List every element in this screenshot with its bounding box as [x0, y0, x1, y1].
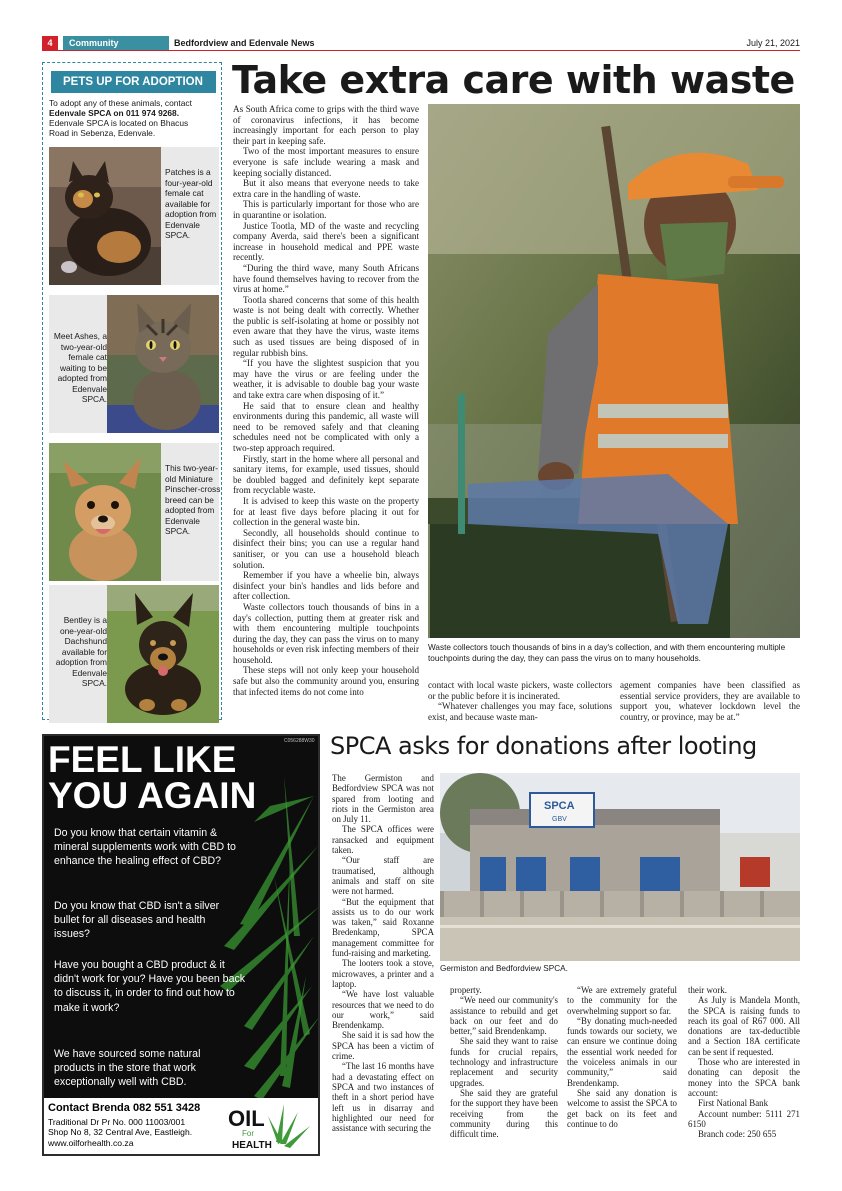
paragraph: The Germiston and Bedfordview SPCA was not spared from looting and riots in the Germiston area on July 11. — [332, 773, 434, 825]
paragraph: As July is Mandela Month, the SPCA is raising funds to reach its goal of R67 000. All donations are tax-deductible and a Section 18A certificate can be sent if requested. — [688, 995, 800, 1057]
paragraph: “During the third wave, many South Africans have found themselves having to recover from the virus at home.” — [233, 262, 419, 295]
ad-paragraph: We have sourced some natural products in the store that work exceptionally well with CBD. — [54, 1048, 201, 1089]
story1-column-2 — [428, 680, 612, 722]
paragraph: “But the equipment that assists us to do our work was taken,” said Roxanne Bredenkamp, SPCA management committee for fund-raising and marketing. — [332, 896, 434, 959]
spca-building-photo — [440, 773, 800, 961]
paragraph: Waste collectors touch thousands of bins in a day's collection, putting them at greater risk and with them encountering multiple touchpoints during the day, they can pass the virus on to many households or even risk infecting members of their household. — [233, 601, 419, 665]
logo-word: For — [242, 1129, 254, 1138]
pet-card-bentley — [49, 585, 219, 723]
paragraph: “The last 16 months have had a devastating effect on SPCA and two instances of theft in a short period have left us in disarray and highlighted our need for assistance with securing the — [332, 1061, 434, 1134]
paragraph: their work. — [688, 985, 727, 995]
publication-name: Bedfordview and Edenvale News — [174, 38, 315, 48]
story2-column-4 — [688, 985, 800, 1139]
waste-collector-photo — [428, 104, 800, 638]
story2-column-2 — [450, 985, 558, 1139]
paragraph: She said it is sad how the SPCA has been a victim of crime. — [332, 1030, 434, 1062]
paragraph: “Whatever challenges you may face, solutions exist, and because waste man- — [428, 701, 612, 722]
paragraph: Two of the most important measures to ensure everyone is safe include wearing a mask and keeping socially distanced. — [233, 146, 419, 178]
paragraph: “We have lost valuable resources that we need to do our work,” said Brendenkamp. — [332, 989, 434, 1031]
paragraph: “Our staff are traumatised, although animals and staff on site were not harmed. — [332, 855, 434, 897]
ad-paragraph: Have you bought a CBD product & it didn't work for you? Have you been back to discuss it, in order to find out how to make it work? — [54, 959, 246, 1014]
pets-intro-line: To adopt any of these animals, contact — [49, 98, 192, 108]
pet-photo-pinscher — [49, 443, 161, 581]
paragraph: Those who are interested in donating can deposit the money into the SPCA bank account: — [688, 1057, 800, 1098]
story1-column-3 — [620, 680, 800, 722]
paragraph: Firstly, start in the home where all personal and sanitary items, for example, used tissues, should be doubled bagged and definitely kept separate from recyclable waste. — [233, 453, 419, 496]
pet-caption-ashes: Meet Ashes, a two-year-old female cat waiting to be adopted from Edenvale SPCA. — [53, 331, 107, 404]
photo-caption: Waste collectors touch thousands of bins in a day's collection, and with them encountering multiple touchpoints during the day, they can pass the virus on to many households. — [428, 643, 786, 663]
paragraph: The looters took a stove, microwaves, a printer and a laptop. — [332, 958, 434, 989]
paragraph: agement companies have been classified as essential service providers, they are available to support you, whatever lockdown level the country, or province, may be at.” — [620, 680, 800, 722]
paragraph: She said any donation is welcome to assist the SPCA to get back on its feet and continue to do — [567, 1087, 677, 1129]
paragraph: Branch code: 250 655 — [698, 1129, 777, 1140]
ad-headline-line: YOU AGAIN — [48, 775, 257, 816]
pets-box-title: PETS UP FOR ADOPTION — [51, 71, 216, 93]
ad-headline-line: FEEL LIKE — [48, 739, 237, 780]
pet-card-ashes — [49, 295, 219, 433]
section-label[interactable]: Community — [63, 36, 169, 50]
paragraph: Account number: 5111 271 6150 — [688, 1108, 800, 1129]
paragraph: He said that to ensure clean and healthy environments during this pandemic, all waste will need to be removed safely and that cleaning schedules need not be complicated with only a two-step approach required. — [233, 400, 419, 453]
ad-address-line: Traditional Dr Pr No. 000 11003/001 — [48, 1117, 186, 1127]
paragraph: “We are extremely grateful to the community for the overwhelming support so far. — [567, 985, 677, 1016]
oil-for-health-logo — [224, 1102, 314, 1152]
paragraph: Remember if you have a wheelie bin, always disinfect your bin's handles and lids before and after collection. — [233, 570, 419, 602]
ad-address-line: Shop No 8, 32 Central Ave, Eastleigh. — [48, 1127, 193, 1138]
paragraph: “We need our community's assistance to rebuild and get back on our feet and do better,” said Brendenkamp. — [450, 995, 558, 1037]
paragraph: It is advised to keep this waste on the property for at least five days before placing it out for collection in the general waste bin. — [233, 495, 419, 528]
paragraph: She said they want to raise funds for crucial repairs, technology and infrastructure replacement and security upgrades. — [450, 1036, 558, 1088]
paragraph: First National Bank — [698, 1098, 769, 1109]
logo-word: OIL — [228, 1106, 265, 1131]
pets-intro-line: Road in Sebenza, Edenvale. — [49, 128, 156, 138]
pet-photo-bentley — [107, 585, 219, 723]
paragraph: “If you have the slightest suspicion that you may have the virus or are feeling under the weather, it is advisable to double bag your waste and take extra care when disposing of it.” — [233, 358, 419, 401]
spca-sign-text: SPCA — [544, 800, 575, 812]
ad-paragraph: Do you know that CBD isn't a silver bullet for all diseases and health issues? — [54, 900, 220, 941]
paragraph: As South Africa come to grips with the third wave of coronavirus infections, it has become increasingly important for each person to play their part in keeping safe. — [233, 104, 419, 146]
paragraph: Secondly, all households should continue to disinfect their bins; you can use a regular hand sanitiser, or you can use a household bleach solution. — [233, 527, 419, 570]
pets-adoption-box — [42, 62, 222, 720]
pet-photo-patches — [49, 147, 161, 285]
paragraph: This is particularly important for those who are in quarantine or isolation. — [233, 199, 419, 220]
pets-intro-line: Edenvale SPCA is located on Bhacus — [49, 118, 189, 128]
paragraph: The SPCA offices were ransacked and equipment taken. — [332, 824, 434, 856]
story2-column-1 — [332, 773, 434, 1133]
page-number: 4 — [42, 36, 58, 50]
ad-website-link[interactable]: www.oilforhealth.co.za — [48, 1137, 134, 1148]
paragraph: Justice Tootla, MD of the waste and recycling company Averda, said there's been a significant increase in household medical and PPE waste recently. — [233, 220, 419, 263]
photo-caption: Germiston and Bedfordview SPCA. — [440, 964, 568, 973]
story2-headline: SPCA asks for donations after looting — [330, 732, 757, 760]
paragraph: Tootla shared concerns that some of this health waste is not being dealt with correctly. Whether the public is self-isolating at home or possibly not even aware that they have the virus, waste items such as used tissues are being disposed of in regular rubbish bins. — [233, 294, 419, 358]
pet-caption-patches: Patches is a four-year-old female cat available for adoption from Edenvale SPCA. — [165, 167, 217, 240]
pets-intro — [49, 98, 217, 138]
logo-word: HEALTH — [232, 1140, 272, 1151]
pet-card-patches — [49, 147, 219, 285]
header-rule — [42, 50, 800, 51]
ad-address — [48, 1117, 192, 1148]
ad-footer — [44, 1098, 318, 1156]
ad-code: C056288W30 — [284, 738, 315, 744]
paragraph: She said they are grateful for the support they have been receiving from the community during this difficult time. — [450, 1087, 558, 1140]
paragraph: These steps will not only keep your household safe but also the community around you, ensuring that infected items do not come into — [233, 665, 419, 697]
issue-date: July 21, 2021 — [746, 38, 800, 48]
story1-column-1 — [233, 104, 419, 697]
paragraph: But it also means that everyone needs to take extra care in the handling of waste. — [233, 178, 419, 199]
story2-column-3 — [567, 985, 677, 1129]
ad-paragraph: Do you know that certain vitamin & mineral supplements work with CBD to enhance the healing effect of CBD? — [54, 827, 236, 868]
pets-intro-line: Edenvale SPCA on 011 974 9268. — [49, 108, 180, 118]
pet-caption-pinscher: This two-year-old Miniature Pinscher-cross breed can be adopted from Edenvale SPCA. — [165, 463, 221, 536]
pet-card-pinscher — [49, 443, 219, 581]
ad-contact: Contact Brenda 082 551 3428 — [48, 1102, 201, 1114]
ad-headline — [48, 739, 257, 816]
pet-caption-bentley: Bentley is a one-year-old Dachshund available for adoption from Edenvale SPCA. — [55, 615, 107, 688]
story-headline: Take extra care with waste — [232, 58, 795, 102]
cbd-advertisement[interactable] — [42, 734, 320, 1156]
paragraph: “By donating much-needed funds towards our society, we can ensure we continue doing the essential work needed for the voiceless animals in our community,” said Brendenkamp. — [567, 1015, 677, 1088]
spca-sign-text: GBV — [552, 816, 567, 823]
paragraph: property. — [450, 985, 482, 995]
paragraph: contact with local waste pickers, waste collectors or the public before it is incinerated. — [428, 680, 612, 701]
pet-photo-ashes — [107, 295, 219, 433]
